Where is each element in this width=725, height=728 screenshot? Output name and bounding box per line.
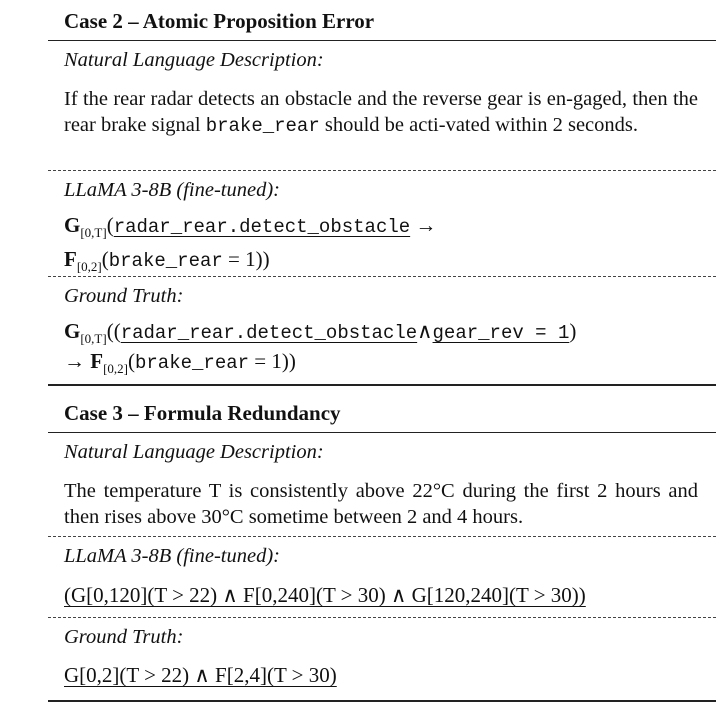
temporal-op: G bbox=[64, 213, 81, 237]
case2-nl-label: Natural Language Description: bbox=[64, 49, 324, 71]
case3-divider-2 bbox=[48, 617, 716, 618]
case2-divider-1 bbox=[48, 170, 716, 171]
case3-llama-formula: (G[0,120](T > 22) ∧ F[0,240](T > 30) ∧ G[120,240](T > 30)) bbox=[64, 583, 586, 607]
interval: [0,2] bbox=[103, 361, 128, 376]
interval: [0,T] bbox=[80, 225, 107, 240]
case2-nl-post: should be acti-vated within 2 seconds. bbox=[324, 114, 639, 136]
atom: radar_rear.detect_obstacle bbox=[113, 216, 411, 238]
case2-nl-pre: If the rear radar detects an obstacle and the reverse gear is en-gaged, then the rear brake signal bbox=[64, 88, 698, 136]
atom: brake_rear bbox=[135, 352, 250, 374]
case2-nl-code: brake_rear bbox=[205, 115, 320, 137]
case2-bottom-rule bbox=[48, 384, 716, 386]
case2-title: Case 2 – Atomic Proposition Error bbox=[64, 9, 375, 33]
case3-gt-label: Ground Truth: bbox=[64, 626, 184, 648]
temporal-op: F bbox=[90, 349, 104, 373]
formula-rest: = 1)) bbox=[228, 247, 270, 271]
and: ∧ bbox=[417, 319, 433, 343]
case2-gt-label: Ground Truth: bbox=[64, 285, 184, 307]
case2-title-rule bbox=[48, 40, 716, 41]
atom: brake_rear bbox=[108, 250, 223, 272]
case2-llama-formula-line2: $F_{[0,2]}(brake\_rear = 1)$) bbox=[64, 247, 270, 274]
case3-nl-description: The temperature T is consistently above 22°C during the first 2 hours and then rises above 30°C sometime between 2 and 4 hours. bbox=[64, 480, 698, 528]
temporal-op: F bbox=[64, 247, 77, 271]
case2-divider-2 bbox=[48, 276, 716, 277]
interval: [0,T] bbox=[80, 331, 107, 346]
formula-rest: = 1)) bbox=[254, 349, 296, 373]
case3-llama-label: LLaMA 3-8B (fine-tuned): bbox=[64, 545, 280, 567]
implies: → bbox=[415, 213, 437, 237]
interval: [0,2] bbox=[76, 259, 102, 274]
atom: radar_rear.detect_obstacle bbox=[120, 322, 418, 344]
temporal-op: G bbox=[64, 319, 81, 343]
case2-llama-formula-line1: $G_{[0,T]}(radar\_rear.detect\_obstacle$ → bbox=[64, 213, 437, 240]
case3-divider-1 bbox=[48, 536, 716, 537]
atom: gear_rev = 1 bbox=[432, 322, 570, 344]
case3-title-rule bbox=[48, 432, 716, 433]
case2-nl-description bbox=[64, 86, 698, 139]
case3-bottom-rule bbox=[48, 700, 716, 702]
case2-gt-formula-line1: $G_{[0,T]}((radar\_rear.detect\_obstacle\wedge gear\_rev = 1)$ bbox=[64, 319, 577, 346]
case3-title: Case 3 – Formula Redundancy bbox=[64, 401, 341, 425]
case2-gt-formula-line2: → $F_{[0,2]}(brake\_rear = 1)$) bbox=[64, 349, 296, 376]
case2-llama-label: LLaMA 3-8B (fine-tuned): bbox=[64, 179, 280, 201]
case3-nl-label: Natural Language Description: bbox=[64, 441, 324, 463]
case3-gt-formula: G[0,2](T > 22) ∧ F[2,4](T > 30) bbox=[64, 663, 337, 687]
implies: → bbox=[64, 349, 85, 373]
